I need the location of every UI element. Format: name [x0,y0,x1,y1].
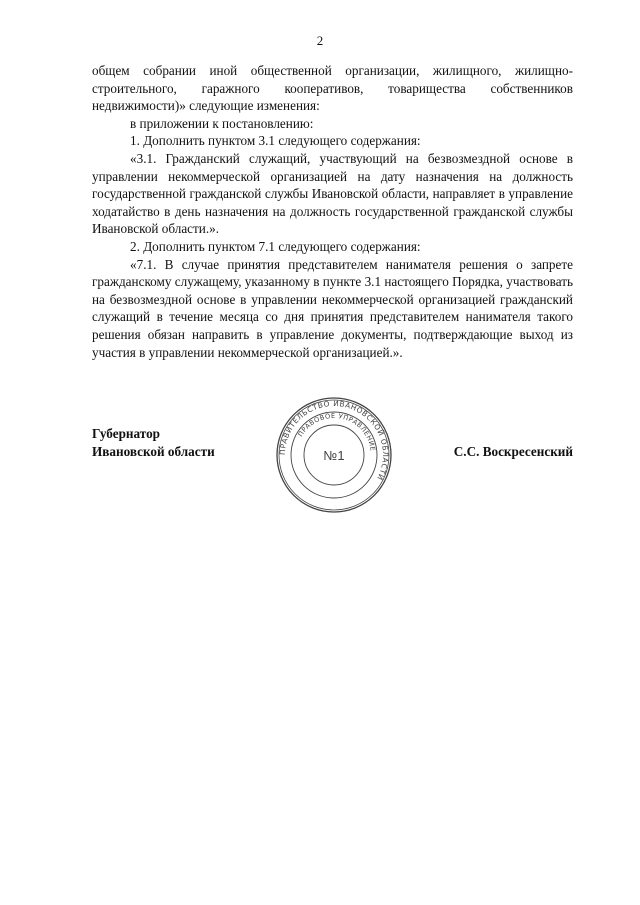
paragraph-1: общем собрании иной общественной организации, жилищного, жилищно-строительного, гаражного кооперативов, товарищества собственников недвижимости)» следующие изменения: [92,63,573,114]
stamp-seal-graphic [275,396,393,514]
paragraph-5: 2. Дополнить пунктом 7.1 следующего содержания: [130,238,421,254]
stamp-inner-ring-text: ПРАВОВОЕ УПРАВЛЕНИЕ [296,411,377,452]
page-number: 2 [316,33,324,48]
stamp-number: №1 [323,448,345,463]
paragraph-4: «3.1. Гражданский служащий, участвующий на безвозмездной основе в управлении некоммерческой организацией на дату назначения на должность государственной гражданской службы Ивановской области, направляет в управление ходатайство в день назначения на должность государственной гражданской службы Ивановской области.». [92,150,573,237]
signer-position-line-1: Губернатор [92,426,160,441]
signer-position-line-2: Ивановской области [92,443,215,459]
signature-block [92,398,573,523]
official-stamp [275,396,393,514]
paragraph-3: 1. Дополнить пунктом 3.1 следующего содержания: [130,133,421,149]
paragraph-2: в приложении к постановлению: [130,115,314,131]
document-body [92,62,573,361]
signer-position [92,425,215,460]
stamp-outer-ring-text: ПРАВИТЕЛЬСТВО ИВАНОВСКОЙ ОБЛАСТИ [277,398,391,482]
paragraph-6: «7.1. В случае принятия представителем нанимателя решения о запрете гражданскому служащему, указанному в пункте 3.1 настоящего Порядка, участвовать на безвозмездной основе в управлении некоммерческой организацией гражданский служащий в течение месяца со дня принятия представителем нанимателя такого решения обязан направить в управление документы, подтверждающие выход из участия в управлении некоммерческой организацией.». [92,256,574,360]
signer-name: С.С. Воскресенский [453,443,573,459]
